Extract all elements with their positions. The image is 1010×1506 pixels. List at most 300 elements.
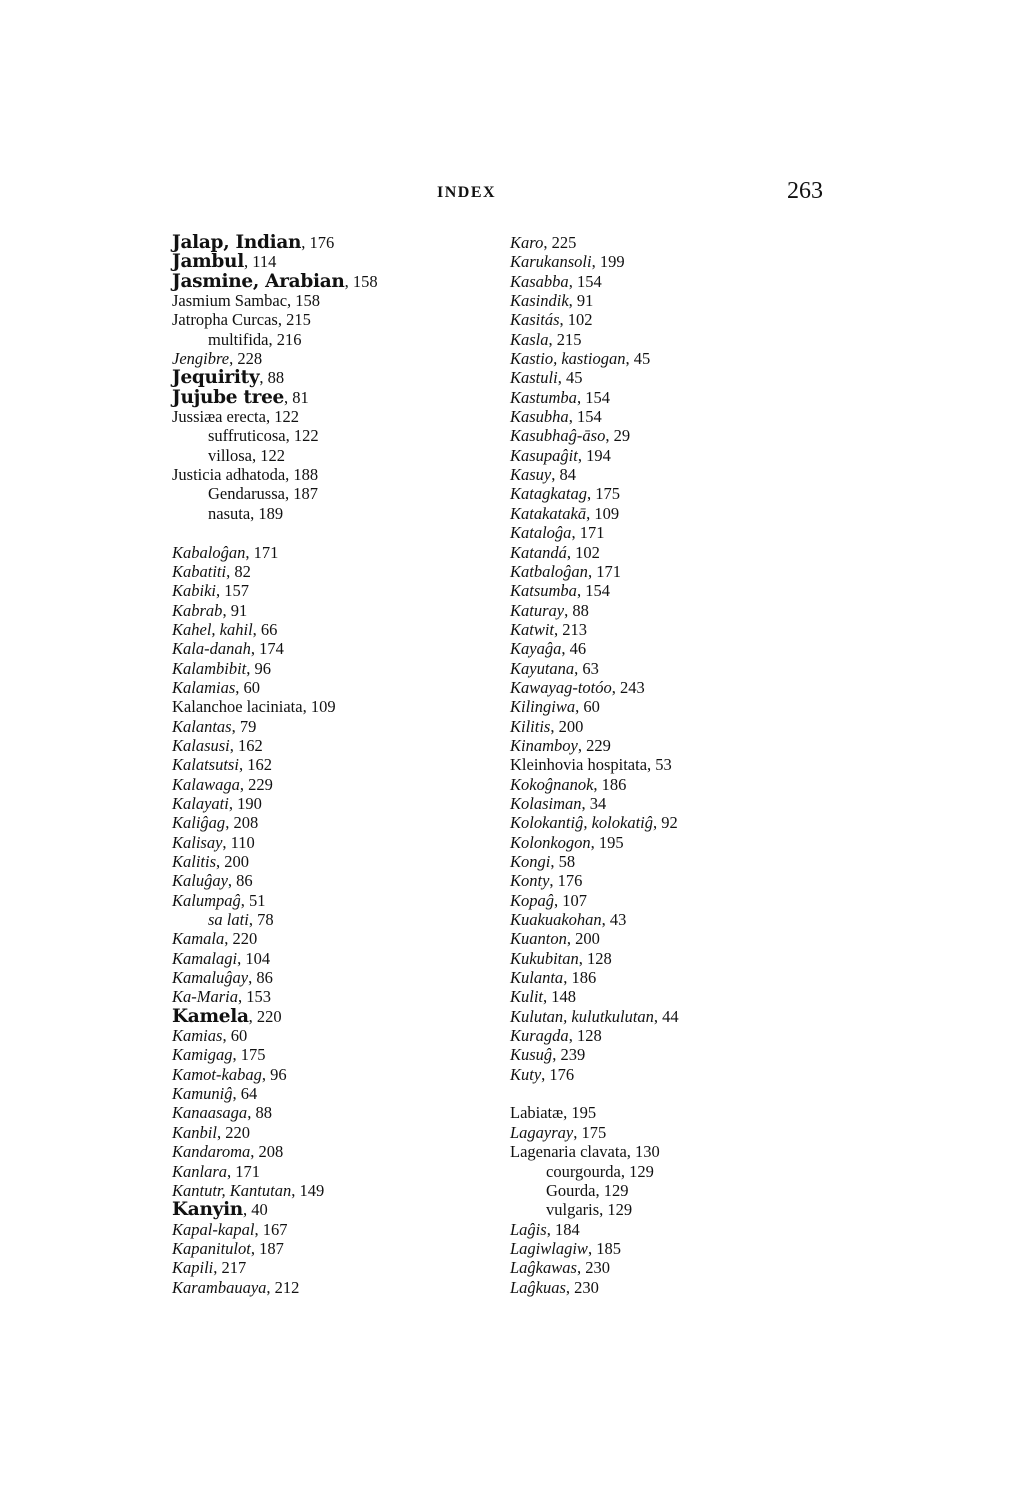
page-reference: 154 xyxy=(576,271,602,291)
index-term: Kusuĝ xyxy=(510,1045,553,1065)
index-term: Kamaluĝay xyxy=(172,968,249,988)
index-term: multifida xyxy=(208,329,269,349)
index-term: Kulutan, kulutkulutan xyxy=(510,1006,654,1026)
index-term: Kalisay xyxy=(172,832,223,852)
page-reference: 215 xyxy=(556,329,582,349)
page-reference: 225 xyxy=(551,233,577,252)
index-subentry: sa lati, 78 xyxy=(208,910,274,930)
index-entry: Kamias, 60 xyxy=(172,1026,248,1046)
index-term: villosa xyxy=(208,445,252,465)
index-term: Jasmine, Arabian xyxy=(172,270,345,292)
page-reference: 91 xyxy=(230,600,248,620)
index-term: Jalap, Indian xyxy=(172,232,302,253)
page-reference: 45 xyxy=(565,368,583,388)
index-term: Justicia adhatoda xyxy=(172,465,286,485)
index-term: Kasubhaĝ-āso xyxy=(510,426,606,446)
index-term: sa lati xyxy=(208,910,249,930)
index-term: Katandá xyxy=(510,542,567,562)
page-reference: 154 xyxy=(585,581,610,601)
index-term: Kuanton xyxy=(510,929,567,949)
page-reference: 239 xyxy=(560,1045,586,1065)
index-term: Kabrab xyxy=(172,600,223,620)
page-reference: 40 xyxy=(251,1200,268,1220)
index-entry: Kusuĝ, 239 xyxy=(510,1045,586,1065)
page-reference: 53 xyxy=(655,755,672,775)
index-term: Kolokantiĝ, kolokatiĝ xyxy=(510,813,653,833)
index-term: Labiatæ xyxy=(510,1103,564,1123)
index-entry: Lagayray, 175 xyxy=(510,1122,607,1142)
page-reference: 208 xyxy=(258,1142,284,1162)
page-reference: 43 xyxy=(609,910,627,930)
index-term: Kopaĝ xyxy=(510,890,555,910)
section-gap xyxy=(510,1084,679,1103)
page-reference: 109 xyxy=(310,697,336,717)
index-entry: Kanaasaga, 88 xyxy=(172,1103,272,1123)
index-entry: Kalumpaĝ, 51 xyxy=(172,890,266,910)
index-term: Kawayag-totóo xyxy=(510,677,612,697)
index-entry: Jasmium Sambac, 158 xyxy=(172,291,321,311)
index-entry: Kasubha, 154 xyxy=(510,407,602,427)
page-reference: 102 xyxy=(567,310,593,330)
page-reference: 82 xyxy=(234,561,251,581)
index-entry: Jalap, Indian, 176 xyxy=(172,232,335,253)
page-reference: 175 xyxy=(595,484,620,504)
index-entry: Kokoĝnanok, 186 xyxy=(510,774,627,794)
index-term: Karo xyxy=(510,233,544,252)
index-entry: Kaliĝag, 208 xyxy=(172,813,259,833)
index-term: Kulit xyxy=(510,987,544,1007)
page-reference: 154 xyxy=(585,387,610,407)
index-entry: Kasitás, 102 xyxy=(510,310,593,330)
index-term: Kilitis xyxy=(510,716,551,736)
page-reference: 81 xyxy=(292,387,309,407)
index-entry: Kapili, 217 xyxy=(172,1258,247,1278)
index-entry: Katagkatag, 175 xyxy=(510,484,620,504)
index-entry: Kasla, 215 xyxy=(510,329,582,349)
index-entry: Kleinhovia hospitata, 53 xyxy=(510,755,672,775)
index-entry: Karukansoli, 199 xyxy=(510,252,625,272)
index-entry: Kopaĝ, 107 xyxy=(510,890,588,910)
page-reference: 60 xyxy=(243,677,261,697)
page-reference: 114 xyxy=(252,252,277,272)
index-entry: Jujube tree, 81 xyxy=(172,386,309,408)
index-entry: Kantutr, Kantutan, 149 xyxy=(172,1180,325,1200)
index-entry: Karambauaya, 212 xyxy=(172,1277,300,1297)
page-reference: 208 xyxy=(233,813,259,833)
index-term: Kasindik xyxy=(510,291,569,311)
page-reference: 200 xyxy=(575,929,600,949)
page-number: 263 xyxy=(787,178,823,204)
index-term: Konty xyxy=(510,871,550,891)
index-term: Kandaroma xyxy=(172,1142,251,1162)
index-entry: Kalasusi, 162 xyxy=(172,735,263,755)
page-reference: 162 xyxy=(238,735,263,755)
index-term: vulgaris xyxy=(546,1200,600,1220)
page-reference: 149 xyxy=(299,1180,325,1200)
index-term: Kasabba xyxy=(510,271,569,291)
index-entry: Kabatiti, 82 xyxy=(172,561,251,581)
index-entry: Kalatsutsi, 162 xyxy=(172,755,272,775)
index-entry: Kulutan, kulutkulutan, 44 xyxy=(510,1006,679,1026)
index-term: Kanyin xyxy=(172,1199,243,1221)
page-reference: 174 xyxy=(259,639,284,659)
index-entry: Kasubhaĝ-āso, 29 xyxy=(510,426,631,446)
index-term: Katakatakā xyxy=(510,503,587,523)
index-term: Kaluĝay xyxy=(172,871,228,891)
page-reference: 29 xyxy=(613,426,631,446)
page-reference: 217 xyxy=(221,1258,247,1278)
index-column-left xyxy=(172,233,378,1297)
page-reference: 200 xyxy=(224,852,250,871)
page-reference: 63 xyxy=(582,658,599,678)
index-entry: Kuty, 176 xyxy=(510,1064,575,1084)
page-reference: 189 xyxy=(258,503,284,523)
index-entry: Kalanchoe laciniata, 109 xyxy=(172,697,336,717)
page-reference: 60 xyxy=(230,1026,248,1046)
index-term: Jequirity xyxy=(172,367,260,389)
index-entry: Lagenaria clavata, 130 xyxy=(510,1142,660,1162)
index-term: Kataloĝa xyxy=(510,523,572,543)
page-reference: 171 xyxy=(235,1161,261,1181)
index-entry: Kamala, 220 xyxy=(172,929,258,949)
index-term: Kuragda xyxy=(510,1026,569,1046)
page-reference: 243 xyxy=(620,677,645,697)
page-reference: 104 xyxy=(245,948,271,968)
page-reference: 109 xyxy=(594,503,620,523)
index-entry: Kabiki, 157 xyxy=(172,581,249,601)
index-entry: Kahel, kahil, 66 xyxy=(172,619,278,639)
index-entry: Katbaloĝan, 171 xyxy=(510,561,621,581)
index-entry: Kawayag-totóo, 243 xyxy=(510,677,645,697)
index-term: Lagiwlagiw xyxy=(510,1238,588,1258)
page-reference: 230 xyxy=(574,1277,599,1297)
index-term: Kulanta xyxy=(510,968,564,988)
page-reference: 195 xyxy=(571,1103,597,1123)
index-entry: Kolokantiĝ, kolokatiĝ, 92 xyxy=(510,813,678,833)
index-entry: Kala-danah, 174 xyxy=(172,639,284,659)
page-reference: 188 xyxy=(293,465,319,485)
page-reference: 122 xyxy=(260,445,285,465)
page-reference: 88 xyxy=(572,600,589,620)
index-entry: Kamuniĝ, 64 xyxy=(172,1084,258,1104)
index-term: Kalanchoe laciniata xyxy=(172,697,303,717)
page-reference: 88 xyxy=(255,1103,272,1123)
page-reference: 78 xyxy=(257,910,274,930)
page-reference: 158 xyxy=(295,291,321,311)
index-term: Kamuniĝ xyxy=(172,1084,233,1104)
index-entry: Kaluĝay, 86 xyxy=(172,871,253,891)
index-entry: Kataloĝa, 171 xyxy=(510,523,605,543)
index-term: nasuta xyxy=(208,503,251,523)
page-reference: 200 xyxy=(558,716,584,736)
index-term: Kanbil xyxy=(172,1122,217,1142)
index-term: Kayutana xyxy=(510,658,575,678)
index-term: Kalatsutsi xyxy=(172,755,239,775)
index-term: Kanlara xyxy=(172,1161,228,1181)
page-reference: 91 xyxy=(576,291,594,311)
page-reference: 44 xyxy=(662,1006,679,1026)
index-term: Kastuli xyxy=(510,368,558,388)
index-entry: Kalayati, 190 xyxy=(172,793,262,813)
index-term: suffruticosa xyxy=(208,426,286,446)
index-term: Kalasusi xyxy=(172,735,230,755)
index-term: courgourda xyxy=(546,1161,621,1181)
page-reference: 86 xyxy=(236,871,253,891)
index-entry: Kalisay, 110 xyxy=(172,832,255,852)
index-entry: Konty, 176 xyxy=(510,871,583,891)
index-entry: Kalitis, 200 xyxy=(172,852,250,871)
page-reference: 215 xyxy=(286,310,311,330)
index-term: Jengibre xyxy=(172,349,230,369)
index-entry: Justicia adhatoda, 188 xyxy=(172,465,319,485)
index-entry: Karo, 225 xyxy=(510,233,577,252)
index-term: Kabiki xyxy=(172,581,216,601)
page-reference: 195 xyxy=(598,832,624,852)
index-entry: Laĝkawas, 230 xyxy=(510,1258,610,1278)
page-reference: 184 xyxy=(554,1219,580,1239)
index-entry: Kuragda, 128 xyxy=(510,1026,602,1046)
page-reference: 107 xyxy=(562,890,588,910)
page-reference: 45 xyxy=(633,349,651,369)
page-reference: 212 xyxy=(274,1277,300,1297)
index-term: Kastumba xyxy=(510,387,577,407)
index-subentry: Gourda, 129 xyxy=(546,1180,629,1200)
page-reference: 186 xyxy=(571,968,597,988)
index-term: Kahel, kahil xyxy=(172,619,253,639)
index-entry: Kamalagi, 104 xyxy=(172,948,271,968)
index-entry: Jequirity, 88 xyxy=(172,367,285,389)
page-reference: 102 xyxy=(575,542,600,562)
index-term: Kabaloĝan xyxy=(172,542,246,562)
index-entry: Katuray, 88 xyxy=(510,600,589,620)
page-reference: 187 xyxy=(293,484,318,504)
index-entry: Lagiwlagiw, 185 xyxy=(510,1238,621,1258)
index-term: Kaliĝag xyxy=(172,813,226,833)
index-entry: Kamot-kabag, 96 xyxy=(172,1064,287,1084)
index-term: Kalayati xyxy=(172,793,229,813)
page-reference: 216 xyxy=(276,329,302,349)
index-entry: Kasindik, 91 xyxy=(510,291,594,311)
index-term: Laĝis xyxy=(510,1219,547,1239)
page-reference: 60 xyxy=(583,697,600,717)
index-term: Kalambibit xyxy=(172,658,247,678)
index-term: Kala-danah xyxy=(172,639,251,659)
index-term: Gourda xyxy=(546,1180,596,1200)
index-entry: Labiatæ, 195 xyxy=(510,1103,597,1123)
index-entry: Kalamias, 60 xyxy=(172,677,261,697)
page-reference: 154 xyxy=(576,407,602,427)
page-reference: 46 xyxy=(569,639,587,659)
page-reference: 229 xyxy=(248,774,273,794)
page-reference: 229 xyxy=(586,735,611,755)
page-reference: 220 xyxy=(225,1122,250,1142)
index-term: Kolonkogon xyxy=(510,832,591,852)
index-term: Kilingiwa xyxy=(510,697,576,717)
index-term: Kinamboy xyxy=(510,735,578,755)
index-term: Kalawaga xyxy=(172,774,240,794)
index-term: Lagayray xyxy=(510,1122,574,1142)
index-term: Kastio, kastiogan xyxy=(510,349,626,369)
index-entry: Kamigag, 175 xyxy=(172,1045,266,1065)
index-term: Ka-Maria xyxy=(172,987,238,1007)
index-term: Kantutr, Kantutan xyxy=(172,1180,292,1200)
page-reference: 220 xyxy=(256,1006,282,1026)
index-entry: Jasmine, Arabian, 158 xyxy=(172,270,378,292)
page-reference: 171 xyxy=(579,523,605,543)
index-entry: Kabaloĝan, 171 xyxy=(172,542,279,562)
index-term: Kamela xyxy=(172,1005,249,1027)
index-entry: Kapal-kapal, 167 xyxy=(172,1219,288,1239)
page-reference: 88 xyxy=(267,368,285,388)
page-reference: 167 xyxy=(262,1219,288,1239)
page-reference: 110 xyxy=(230,832,255,852)
page-reference: 176 xyxy=(309,233,335,252)
index-term: Kolasiman xyxy=(510,793,582,813)
index-term: Karambauaya xyxy=(172,1277,267,1297)
index-term: Kalantas xyxy=(172,716,232,736)
page-reference: 96 xyxy=(270,1064,287,1084)
page-reference: 171 xyxy=(596,561,621,581)
index-entry: Kasupaĝit, 194 xyxy=(510,445,611,465)
index-entry: Kuakuakohan, 43 xyxy=(510,910,627,930)
index-entry: Kabrab, 91 xyxy=(172,600,248,620)
page-reference: 130 xyxy=(635,1142,660,1162)
page-reference: 148 xyxy=(551,987,577,1007)
page-reference: 187 xyxy=(259,1238,284,1258)
page-reference: 194 xyxy=(586,445,611,465)
index-entry: Kamaluĝay, 86 xyxy=(172,968,273,988)
page-reference: 92 xyxy=(661,813,678,833)
index-term: Lagenaria clavata xyxy=(510,1142,627,1162)
page-reference: 51 xyxy=(249,890,266,910)
index-term: Kanaasaga xyxy=(172,1103,248,1123)
index-entry: Kasabba, 154 xyxy=(510,271,602,291)
index-term: Kamala xyxy=(172,929,225,949)
index-entry: Kastuli, 45 xyxy=(510,368,583,388)
index-term: Katuray xyxy=(510,600,565,620)
index-term: Kalamias xyxy=(172,677,236,697)
index-term: Kalumpaĝ xyxy=(172,890,241,910)
index-entry: Kilingiwa, 60 xyxy=(510,697,600,717)
index-entry: Kanbil, 220 xyxy=(172,1122,250,1142)
index-term: Kapili xyxy=(172,1258,214,1278)
page-reference: 157 xyxy=(224,581,249,601)
index-term: Kuty xyxy=(510,1064,542,1084)
index-term: Kayaĝa xyxy=(510,639,562,659)
page-reference: 175 xyxy=(581,1122,607,1142)
index-entry: Kolasiman, 34 xyxy=(510,793,607,813)
index-entry: Kanlara, 171 xyxy=(172,1161,261,1181)
page-reference: 79 xyxy=(239,716,257,736)
page-reference: 220 xyxy=(232,929,258,949)
page-reference: 199 xyxy=(599,252,625,272)
index-term: Gendarussa xyxy=(208,484,285,504)
page-reference: 171 xyxy=(253,542,279,562)
index-entry: Kinamboy, 229 xyxy=(510,735,611,755)
index-entry: Kandaroma, 208 xyxy=(172,1142,284,1162)
index-entry: Kalantas, 79 xyxy=(172,716,257,736)
section-gap xyxy=(172,523,378,542)
index-term: Kasubha xyxy=(510,407,569,427)
index-entry: Kasuy, 84 xyxy=(510,465,576,485)
index-entry: Jatropha Curcas, 215 xyxy=(172,310,311,330)
index-term: Kleinhovia hospitata xyxy=(510,755,648,775)
index-term: Kabatiti xyxy=(172,561,227,581)
index-term: Katbaloĝan xyxy=(510,561,588,581)
index-entry: Kapanitulot, 187 xyxy=(172,1238,284,1258)
index-term: Kamalagi xyxy=(172,948,238,968)
index-entry: Kulanta, 186 xyxy=(510,968,597,988)
index-entry: Katakatakā, 109 xyxy=(510,503,620,523)
page-reference: 176 xyxy=(557,871,583,891)
index-subentry: multifida, 216 xyxy=(208,329,302,349)
index-entry: Kayutana, 63 xyxy=(510,658,599,678)
page-reference: 190 xyxy=(237,793,262,813)
index-entry: Katwit, 213 xyxy=(510,619,588,639)
index-entry: Kuanton, 200 xyxy=(510,929,600,949)
index-term: Laĝkuas xyxy=(510,1277,566,1297)
index-subentry: suffruticosa, 122 xyxy=(208,426,319,446)
page-reference: 96 xyxy=(254,658,272,678)
index-entry: Kamela, 220 xyxy=(172,1005,282,1027)
index-subentry: courgourda, 129 xyxy=(546,1161,654,1181)
index-entry: Kayaĝa, 46 xyxy=(510,639,587,659)
index-term: Kongi xyxy=(510,852,551,871)
index-entry: Kukubitan, 128 xyxy=(510,948,612,968)
index-entry: Katsumba, 154 xyxy=(510,581,610,601)
index-entry: Ka-Maria, 153 xyxy=(172,987,271,1007)
index-term: Kasupaĝit xyxy=(510,445,578,465)
index-term: Katagkatag xyxy=(510,484,587,504)
index-term: Jasmium Sambac xyxy=(172,291,288,311)
index-term: Karukansoli xyxy=(510,252,592,272)
page-reference: 153 xyxy=(246,987,271,1007)
page-reference: 228 xyxy=(237,349,263,369)
page-reference: 34 xyxy=(589,793,607,813)
page-reference: 230 xyxy=(585,1258,610,1278)
page-reference: 158 xyxy=(352,271,378,291)
index-term: Kamot-kabag xyxy=(172,1064,262,1084)
page-reference: 186 xyxy=(601,774,627,794)
index-entry: Laĝkuas, 230 xyxy=(510,1277,599,1297)
index-term: Kasitás xyxy=(510,310,560,330)
page-reference: 185 xyxy=(596,1238,621,1258)
index-term: Kuakuakohan xyxy=(510,910,602,930)
index-entry: Kastio, kastiogan, 45 xyxy=(510,349,651,369)
page-reference: 84 xyxy=(559,465,576,485)
page-reference: 129 xyxy=(607,1200,633,1220)
index-entry: Kulit, 148 xyxy=(510,987,577,1007)
page-reference: 64 xyxy=(240,1084,258,1104)
page-reference: 58 xyxy=(558,852,576,871)
page-reference: 122 xyxy=(274,407,299,427)
page-reference: 86 xyxy=(256,968,273,988)
index-term: Kukubitan xyxy=(510,948,579,968)
index-term: Kokoĝnanok xyxy=(510,774,594,794)
index-term: Kalitis xyxy=(172,852,217,871)
page-reference: 175 xyxy=(240,1045,266,1065)
page-reference: 176 xyxy=(549,1064,575,1084)
index-entry: Kilitis, 200 xyxy=(510,716,584,736)
header-title: INDEX xyxy=(437,184,497,201)
index-entry: Katandá, 102 xyxy=(510,542,600,562)
index-term: Jambul xyxy=(172,251,244,273)
index-entry: Kanyin, 40 xyxy=(172,1199,268,1221)
index-term: Katwit xyxy=(510,619,555,639)
index-subentry: nasuta, 189 xyxy=(208,503,284,523)
page-reference: 128 xyxy=(587,948,612,968)
page-reference: 129 xyxy=(603,1180,629,1200)
